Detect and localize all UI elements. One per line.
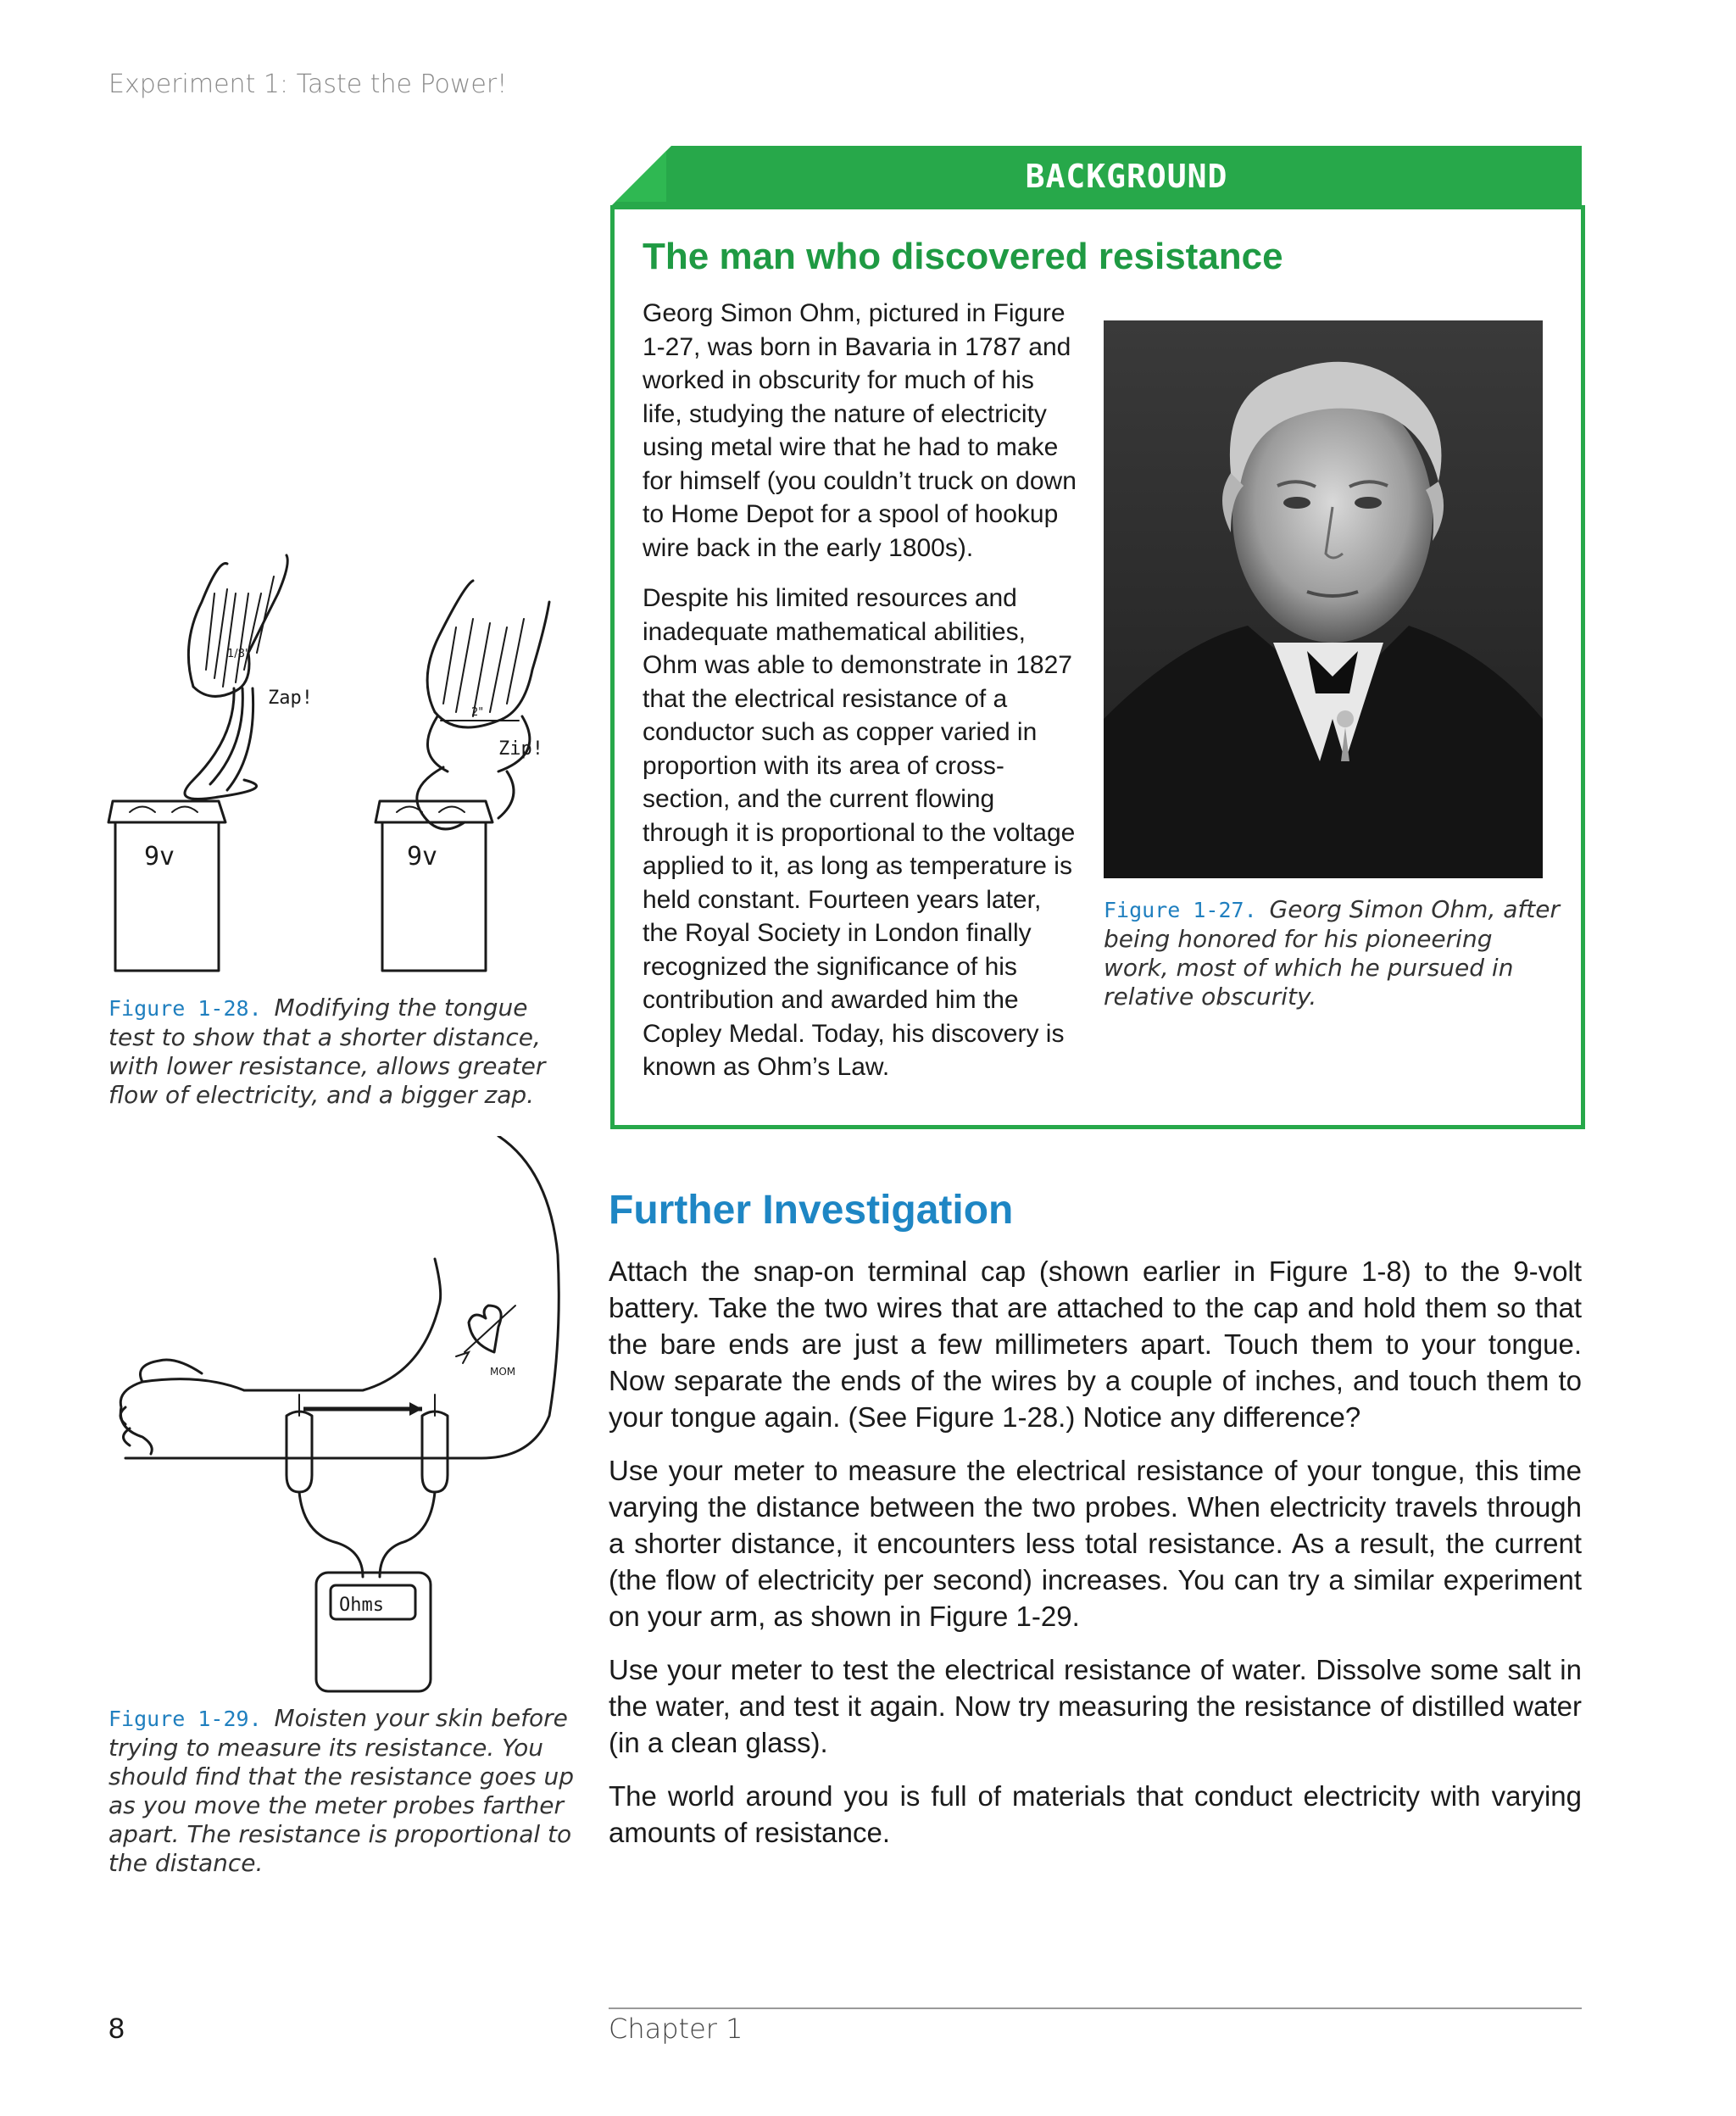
body-paragraph: The world around you is full of materials that conduct electricity with varying amounts of resistance. bbox=[609, 1780, 1582, 1848]
figure-label: Figure 1-29. bbox=[108, 1707, 262, 1731]
tattoo-label: MOM bbox=[490, 1366, 516, 1378]
body-paragraph: Use your meter to test the electrical resistance of water. Dissolve some salt in the water, and test it again. Now try measuring the resistance of distilled water (in a clean glass). bbox=[609, 1654, 1582, 1758]
chapter-label: Chapter 1 bbox=[609, 2013, 743, 2045]
tongue-right bbox=[427, 581, 549, 727]
banner-label: BACKGROUND bbox=[1025, 158, 1228, 195]
section-heading: Further Investigation bbox=[609, 1188, 1014, 1233]
running-head: Experiment 1: Taste the Power! bbox=[108, 70, 508, 99]
battery-left bbox=[108, 801, 225, 971]
footer-rule bbox=[609, 2007, 1582, 2009]
sketch-label-zap: Zap! bbox=[268, 688, 313, 709]
background-banner bbox=[671, 146, 1582, 207]
battery-label-left: 9v bbox=[144, 842, 175, 871]
body-paragraph: Use your meter to measure the electrical resistance of your tongue, this time varying the distance between the two probes. When electricity travels through a shorter distance, it encounters less total resistance. As a result, the current (the flow of electricity per second) increases. You can try a similar experiment on your arm, as shown in Figure 1-29. bbox=[609, 1455, 1582, 1632]
heart-tattoo bbox=[469, 1306, 501, 1352]
probe-lead-right bbox=[380, 1492, 435, 1577]
figure-27-caption bbox=[1104, 895, 1561, 1011]
caption-text: Modifying the tongue test to show that a shorter distance, with lower resistance, allows greater flow of electricity, and a bigger zap. bbox=[108, 994, 546, 1109]
body-paragraph: Attach the snap-on terminal cap (shown earlier in Figure 1-8) to the 9-volt battery. Take the two wires that are attached to the cap and hold them so that the bare ends are just a few millimeters apart. Touch them to your tongue. Now separate the ends of the wires by a couple of inches, and touch them to your tongue again. (See Figure 1-28.) Notice any difference? bbox=[609, 1256, 1582, 1433]
portrait-illustration bbox=[1104, 320, 1543, 878]
tongue-left bbox=[188, 555, 287, 696]
sketch-label-zip: Zip! bbox=[498, 738, 543, 760]
caption-text: Moisten your skin before trying to measure its resistance. You should find that the resistance goes up as you move the meter probes farther apart. The resistance is proportional to the distance. bbox=[108, 1704, 575, 1877]
figure-29-sketch bbox=[108, 1136, 583, 1696]
sidebar-title: The man who discovered resistance bbox=[643, 236, 1283, 277]
sidebar-paragraph: Despite his limited resources and inadequate mathematical abilities, Ohm was able to demonstrate in 1827 that the electrical resistance of a conductor such as copper varied in proportion with its area of cross-section, and the current flowing through it is proportional to the voltage applied to it, as long as temperature is held constant. Fourteen years later, the Royal Society in London finally recognized the significance of his contribution and awarded him the Copley Medal. Today, his discovery is known as Ohm’s Law. bbox=[643, 584, 1076, 1081]
meter-label: Ohms bbox=[339, 1595, 384, 1616]
figure-28-caption bbox=[108, 994, 575, 1110]
banner-corner-tab bbox=[610, 146, 671, 207]
sketch-label-gap-small: 1/8" bbox=[227, 648, 250, 660]
sidebar-body bbox=[643, 297, 1077, 1101]
sidebar-paragraph: Georg Simon Ohm, pictured in Figure 1-27, was born in Bavaria in 1787 and worked in obscurity for much of his life, studying the nature of electricity using metal wire that he had to make for himself (you couldn’t truck on down to Home Depot for a spool of hookup wire back in the early 1800s). bbox=[643, 299, 1077, 562]
sketch-label-gap-large: 2" bbox=[471, 706, 484, 719]
section-body bbox=[609, 1253, 1582, 1868]
figure-label: Figure 1-27. bbox=[1104, 898, 1257, 922]
ohm-meter bbox=[316, 1573, 431, 1691]
page-number: 8 bbox=[108, 2013, 125, 2045]
probe-lead-left bbox=[299, 1492, 363, 1577]
battery-label-right: 9v bbox=[407, 842, 438, 871]
figure-label: Figure 1-28. bbox=[108, 996, 262, 1021]
caption-text: Georg Simon Ohm, after being honored for his pioneering work, most of which he pursued in relative obscurity. bbox=[1104, 895, 1560, 1011]
figure-29-caption bbox=[108, 1704, 583, 1878]
portrait-photo bbox=[1104, 320, 1543, 878]
probe-right bbox=[422, 1395, 448, 1492]
figure-28-sketch bbox=[100, 543, 583, 983]
